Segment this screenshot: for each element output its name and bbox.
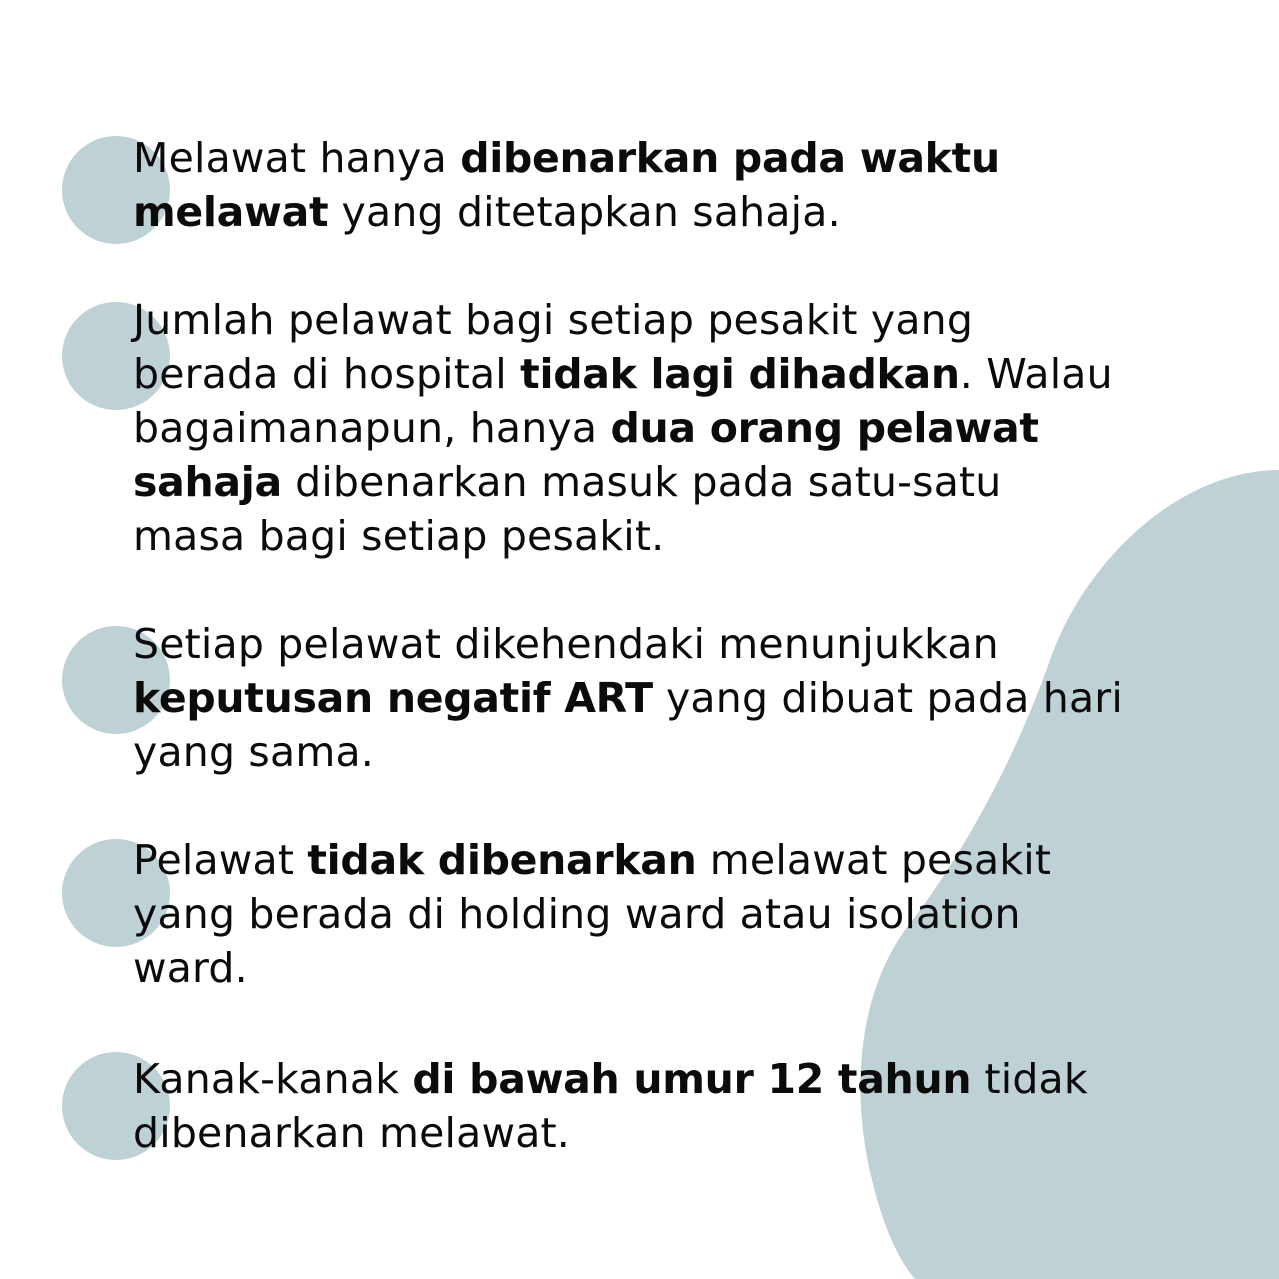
rule-2-line-2: berada di hospital tidak lagi dihadkan. Walau — [133, 350, 1113, 398]
rule-children — [133, 1052, 1243, 1160]
rule-2-line-4: sahaja dibenarkan masuk pada satu-satu — [133, 458, 1002, 506]
rule-art-test — [133, 617, 1243, 779]
rule-2-emphasis-a: tidak lagi dihadkan — [520, 350, 960, 398]
rule-3-line-2: keputusan negatif ART yang dibuat pada hari — [133, 674, 1123, 722]
rule-2-emphasis-c: sahaja — [133, 458, 282, 506]
rule-1-line-1: Melawat hanya dibenarkan pada waktu — [133, 134, 1000, 182]
rule-visiting-hours — [133, 131, 1243, 239]
rule-holding-ward — [133, 833, 1243, 995]
rule-4-emphasis-a: tidak dibenarkan — [307, 836, 697, 884]
rule-5-line-2: dibenarkan melawat. — [133, 1109, 571, 1157]
rule-visitor-limit — [133, 293, 1243, 563]
rule-5-line-1: Kanak-kanak di bawah umur 12 tahun tidak — [133, 1055, 1088, 1103]
rule-3-emphasis-a: keputusan negatif ART — [133, 674, 653, 722]
rule-2-line-5: masa bagi setiap pesakit. — [133, 512, 665, 560]
rule-3-line-3: yang sama. — [133, 728, 375, 776]
rule-1-emphasis-b: melawat — [133, 188, 329, 236]
rule-5-emphasis-a: di bawah umur 12 tahun — [412, 1055, 972, 1103]
rule-1-emphasis-a: dibenarkan pada waktu — [460, 134, 1000, 182]
rule-2-line-1: Jumlah pelawat bagi setiap pesakit yang — [133, 296, 974, 344]
rule-2-emphasis-b: dua orang pelawat — [610, 404, 1039, 452]
rule-2-line-3: bagaimanapun, hanya dua orang pelawat — [133, 404, 1039, 452]
rule-3-line-1: Setiap pelawat dikehendaki menunjukkan — [133, 620, 999, 668]
rule-1-line-2: melawat yang ditetapkan sahaja. — [133, 188, 841, 236]
rule-4-line-1: Pelawat tidak dibenarkan melawat pesakit — [133, 836, 1052, 884]
rule-4-line-2: yang berada di holding ward atau isolation — [133, 890, 1021, 938]
rule-4-line-3: ward. — [133, 944, 248, 992]
